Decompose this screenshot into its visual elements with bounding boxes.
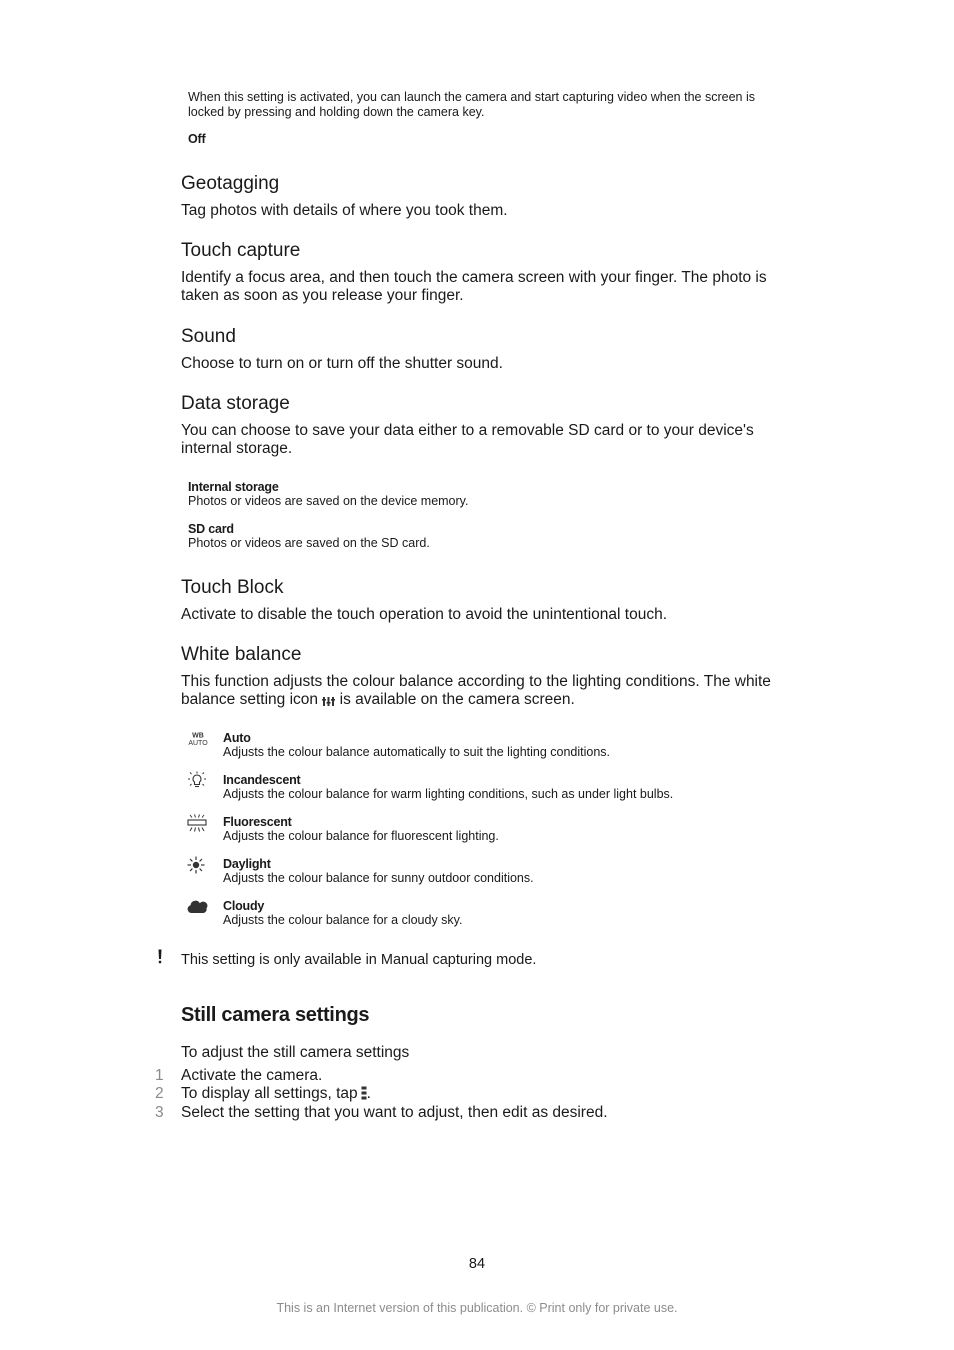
storage-option-internal-name: Internal storage	[188, 480, 279, 494]
page-number: 84	[468, 1256, 486, 1272]
wb-option-cloudy-name: Cloudy	[223, 899, 265, 913]
heading-touch-capture: Touch capture	[181, 240, 301, 261]
geotagging-text: Tag photos with details of where you took them.	[181, 202, 508, 219]
wb-auto-icon-bottom-text: AUTO	[188, 740, 208, 747]
step-2-text	[181, 1085, 371, 1105]
wb-option-cloudy-desc: Adjusts the colour balance for a cloudy sky.	[223, 913, 463, 927]
wb-option-fluorescent-name: Fluorescent	[223, 815, 292, 829]
wb-option-incandescent-desc: Adjusts the colour balance for warm lighting conditions, such as under light bulbs.	[223, 787, 674, 801]
step-2-text-after: .	[366, 1085, 371, 1102]
step-3-text: Select the setting that you want to adjust, then edit as desired.	[181, 1104, 608, 1121]
wb-option-auto-desc: Adjusts the colour balance automatically to suit the lighting conditions.	[223, 745, 611, 759]
footer-notice: This is an Internet version of this publication. © Print only for private use.	[276, 1301, 678, 1315]
wb-option-auto-name: Auto	[223, 731, 251, 745]
task-title: To adjust the still camera settings	[181, 1044, 410, 1061]
white-balance-settings-icon	[322, 693, 335, 711]
option-off: Off	[188, 132, 206, 146]
touch-capture-text: Identify a focus area, and then touch the camera screen with your finger. The photo is taken as soon as you release your finger.	[181, 269, 767, 304]
heading-still-camera-settings: Still camera settings	[181, 1004, 370, 1026]
daylight-sun-icon	[187, 856, 205, 874]
incandescent-bulb-icon	[187, 771, 207, 791]
storage-option-internal-desc: Photos or videos are saved on the device memory.	[188, 494, 469, 508]
step-1-text: Activate the camera.	[181, 1067, 323, 1084]
heading-sound: Sound	[181, 326, 236, 347]
wb-option-daylight-name: Daylight	[223, 857, 271, 871]
step-2-text-before: To display all settings, tap	[181, 1085, 358, 1102]
note-text: This setting is only available in Manual capturing mode.	[181, 952, 537, 968]
white-balance-text-before: This function adjusts the colour balance according to the lighting conditions. The white balance setting icon	[181, 673, 771, 708]
wb-option-daylight-desc: Adjusts the colour balance for sunny outdoor conditions.	[223, 871, 534, 885]
storage-option-sd-name: SD card	[188, 522, 234, 536]
step-2-number: 2	[155, 1085, 164, 1102]
white-balance-text-after: is available on the camera screen.	[339, 691, 575, 708]
data-storage-text: You can choose to save your data either to a removable SD card or to your device's internal storage.	[181, 422, 754, 457]
heading-geotagging: Geotagging	[181, 173, 280, 194]
storage-option-sd-desc: Photos or videos are saved on the SD card.	[188, 536, 430, 550]
wb-auto-icon-top-text: WB	[192, 732, 204, 740]
intro-text: When this setting is activated, you can launch the camera and start capturing video when the screen is locked by pressing and holding down the camera key.	[188, 90, 755, 119]
step-1-number: 1	[155, 1067, 164, 1084]
wb-auto-icon	[187, 731, 209, 747]
white-balance-text	[181, 673, 781, 711]
touch-block-text: Activate to disable the touch operation to avoid the unintentional touch.	[181, 606, 668, 623]
sound-text: Choose to turn on or turn off the shutter sound.	[181, 355, 503, 372]
wb-option-fluorescent-desc: Adjusts the colour balance for fluorescent lighting.	[223, 829, 499, 843]
heading-white-balance: White balance	[181, 644, 302, 665]
heading-touch-block: Touch Block	[181, 577, 284, 598]
heading-data-storage: Data storage	[181, 393, 290, 414]
wb-option-incandescent-name: Incandescent	[223, 773, 301, 787]
cloudy-icon	[186, 898, 208, 914]
exclamation-icon	[157, 949, 163, 965]
fluorescent-icon	[187, 814, 207, 832]
step-3-number: 3	[155, 1104, 164, 1121]
